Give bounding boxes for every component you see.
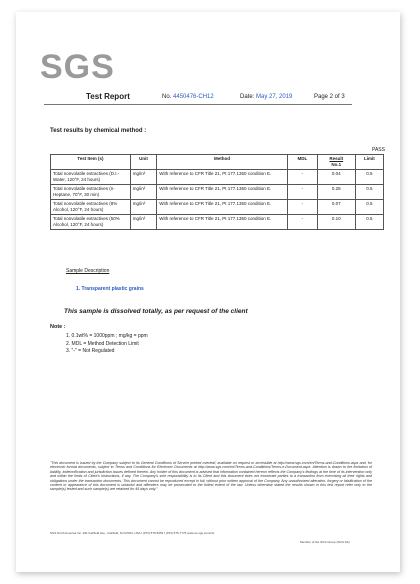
col-limit: Limit (355, 155, 383, 170)
note-title: Note : (50, 324, 66, 330)
col-test-item: Test Item (s) (51, 155, 131, 170)
cell-unit: mg/in² (130, 170, 156, 185)
cell-method: With reference to CFR Title 21, Pt 177.1350 condition E. (157, 170, 288, 185)
report-date-value: May 27, 2019 (256, 94, 293, 100)
col-mdl: MDL (287, 155, 317, 170)
results-table (50, 154, 384, 230)
col-result (317, 155, 355, 170)
cell-mdl: - (287, 215, 317, 230)
col-method: Method (157, 155, 288, 170)
sgs-logo: SGS (40, 48, 115, 86)
cell-limit: 0.5 (355, 170, 383, 185)
report-number (162, 94, 214, 100)
sample-item: 1. Transparent plastic grains (76, 286, 144, 292)
cell-result: 0.10 (317, 215, 355, 230)
disclaimer-text: "This document is issued by the Company subject to its General Conditions of Service printed overleaf, available on request or accessible at http://www.sgs.com/en/Terms-and-Conditions.aspx and, for electronic format documents, subject to Terms and Conditions for Electronic Documents at http://www.sgs.com/en/Terms-and-Conditions/Terms-e-Document.aspx. Attention is drawn to the limitation of liability, indemnification and jurisdiction issues defined therein. Any holder of this document is advised that information contained hereon reflects the Company's findings at the time of its intervention only and within the limits of Client's instructions, if any. The Company's sole responsibility is to its Client and this document does not exonerate parties to a transaction from exercising all their rights and obligations under the transaction documents. This document cannot be reproduced except in full, without prior written approval of the Company. Any unauthorized alteration, forgery or falsification of the content or appearance of this document is unlawful and offenders may be prosecuted to the fullest extent of the law. Unless otherwise stated the results shown in this test report refer only to the sample(s) tested and such sample(s) are retained for 45 days only." (50, 461, 372, 492)
results-title: Test results by chemical method : (50, 128, 147, 134)
report-title: Test Report (86, 92, 130, 101)
cell-item: Total nonvolatile extractives (50% Alcohol, 120°F, 24 hours) (51, 215, 131, 230)
cell-result: 0.04 (317, 170, 355, 185)
cell-unit: mg/in² (130, 215, 156, 230)
col-result-label: Result (329, 156, 344, 161)
cell-item: Total nonvolatile extractives (n-Heptane, 70°F, 30 min) (51, 185, 131, 200)
report-number-value: 4450476-CH12 (173, 94, 214, 100)
report-date-label: Date: (240, 94, 255, 100)
footer-member: Member of the SGS Group (SGS SA) (300, 540, 350, 544)
col-unit: Unit (130, 155, 156, 170)
table-header-row (51, 155, 384, 170)
cell-method: With reference to CFR Title 21, Pt 177.1350 condition E. (157, 215, 288, 230)
footer-address: SGS North America Inc. 291 Fairfield Ave., Fairfield, NJ 07004, USA t (973) 575-5252 f (973) 575-7776 www.us.sgs.com/cts (50, 531, 215, 535)
note-item: 3. "-" = Not Regulated (66, 348, 115, 354)
note-item: 1. 0.1wt% = 1000ppm ; mg/kg = ppm (66, 333, 148, 339)
note-item: 2. MDL = Method Detection Limit (66, 340, 139, 347)
cell-limit: 0.5 (355, 215, 383, 230)
table-row (51, 185, 384, 200)
table-row (51, 215, 384, 230)
cell-result: 0.28 (317, 185, 355, 200)
cell-limit: 0.5 (355, 200, 383, 215)
cell-method: With reference to CFR Title 21, Pt 177.1350 condition E. (157, 185, 288, 200)
cell-result: 0.07 (317, 200, 355, 215)
col-result-sub: No.1 (331, 162, 342, 167)
cell-item: Total nonvolatile extractives (D.I.-Water, 120°F, 24 hours) (51, 170, 131, 185)
report-date (240, 94, 292, 100)
page-indicator: Page 2 of 3 (314, 94, 345, 100)
cell-unit: mg/in² (130, 185, 156, 200)
cell-mdl: - (287, 170, 317, 185)
sample-description-heading: Sample Description (66, 268, 110, 274)
dissolved-statement: This sample is dissolved totally, as per request of the client (64, 308, 248, 315)
report-number-label: No. (162, 94, 172, 100)
report-header (44, 92, 352, 105)
notes-list (66, 333, 148, 356)
cell-item: Total nonvolatile extractives (8% Alcohol, 120°F, 24 hours) (51, 200, 131, 215)
cell-unit: mg/in² (130, 200, 156, 215)
cell-mdl: - (287, 200, 317, 215)
cell-method: With reference to CFR Title 21, Pt 177.1350 condition E. (157, 200, 288, 215)
table-row (51, 170, 384, 185)
pass-label: PASS (372, 147, 385, 153)
cell-mdl: - (287, 185, 317, 200)
table-row (51, 200, 384, 215)
cell-limit: 0.5 (355, 185, 383, 200)
